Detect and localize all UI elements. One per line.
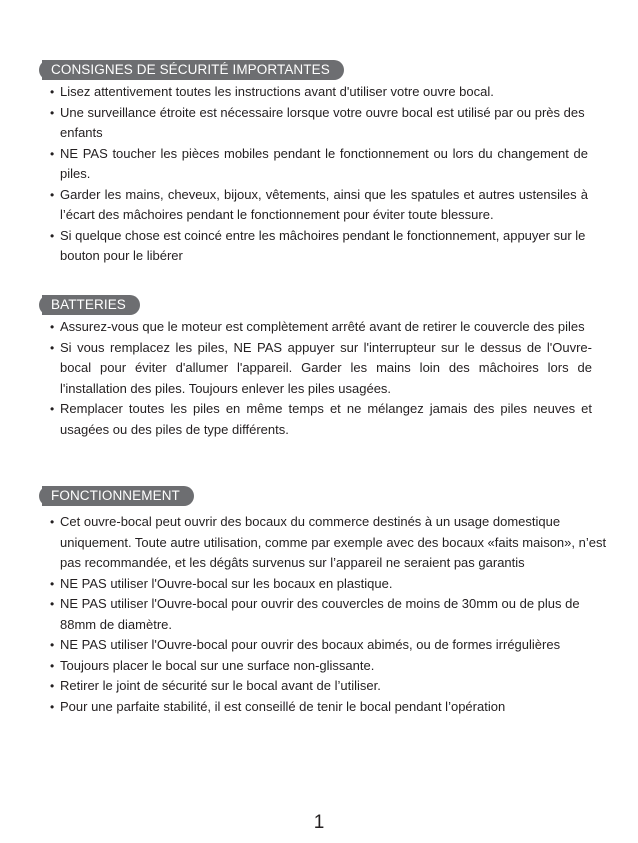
list-item: • Toujours placer le bocal sur une surface non-glissante. [50, 657, 375, 673]
list-item: • NE PAS utiliser l'Ouvre-bocal pour ouvrir des couvercles de moins de 30mm ou de plus de 88mm de diamètre. [50, 596, 580, 632]
list-item: • Si quelque chose est coincé entre les mâchoires pendant le fonctionnement, appuyer sur le bouton pour le libérer [50, 227, 586, 263]
section-title: CONSIGNES DE SÉCURITÉ IMPORTANTES [51, 62, 330, 77]
list-item: • Garder les mains, cheveux, bijoux, vêtements, ainsi que les spatules et autres ustensiles à l’écart des mâchoires pendant le fonctionnement pour éviter toute blessure. [50, 186, 588, 222]
operation-list [50, 512, 618, 717]
list-item: • NE PAS toucher les pièces mobiles pendant le fonctionnement ou lors du changement de piles. [50, 145, 588, 181]
list-item: • Lisez attentivement toutes les instructions avant d'utiliser votre ouvre bocal. [50, 84, 494, 99]
batteries-list [50, 317, 592, 440]
list-item: • NE PAS utiliser l'Ouvre-bocal sur les bocaux en plastique. [50, 575, 393, 591]
section-heading [42, 60, 344, 80]
list-item: • Assurez-vous que le moteur est complètement arrêté avant de retirer le couvercle des piles [50, 319, 585, 334]
list-item: • Une surveillance étroite est nécessaire lorsque votre ouvre bocal est utilisé par ou près des enfants [50, 104, 585, 140]
section-heading [42, 486, 194, 506]
page-number: 1 [313, 812, 325, 833]
list-item: • NE PAS utiliser l'Ouvre-bocal pour ouvrir des bocaux abimés, ou de formes irrégulières [50, 637, 561, 652]
section-title: FONCTIONNEMENT [51, 488, 180, 503]
section-title: BATTERIES [51, 297, 126, 312]
list-item: • Retirer le joint de sécurité sur le bocal avant de l’utiliser. [50, 678, 381, 693]
section-heading [42, 295, 140, 315]
list-item: • Si vous remplacez les piles, NE PAS appuyer sur l'interrupteur sur le dessus de l'Ouvre-bocal pour éviter d'allumer l'appareil. Garder les mains loin des mâchoires lors de l'installation des piles. Toujours enlever les piles usagées. [50, 339, 592, 396]
safety-list [50, 82, 588, 267]
list-item: • Remplacer toutes les piles en même temps et ne mélangez jamais des piles neuves et usagées ou des piles de type différents. [50, 401, 592, 437]
list-item: • Cet ouvre-bocal peut ouvrir des bocaux du commerce destinés à un usage domestique uniquement. Toute autre utilisation, comme par exemple avec des bocaux «faits maison», n’est pas recommandée, et les dégâts survenus sur l’appareil ne seraient pas garantis [50, 514, 607, 570]
list-item: • Pour une parfaite stabilité, il est conseillé de tenir le bocal pendant l’opération [50, 698, 506, 714]
